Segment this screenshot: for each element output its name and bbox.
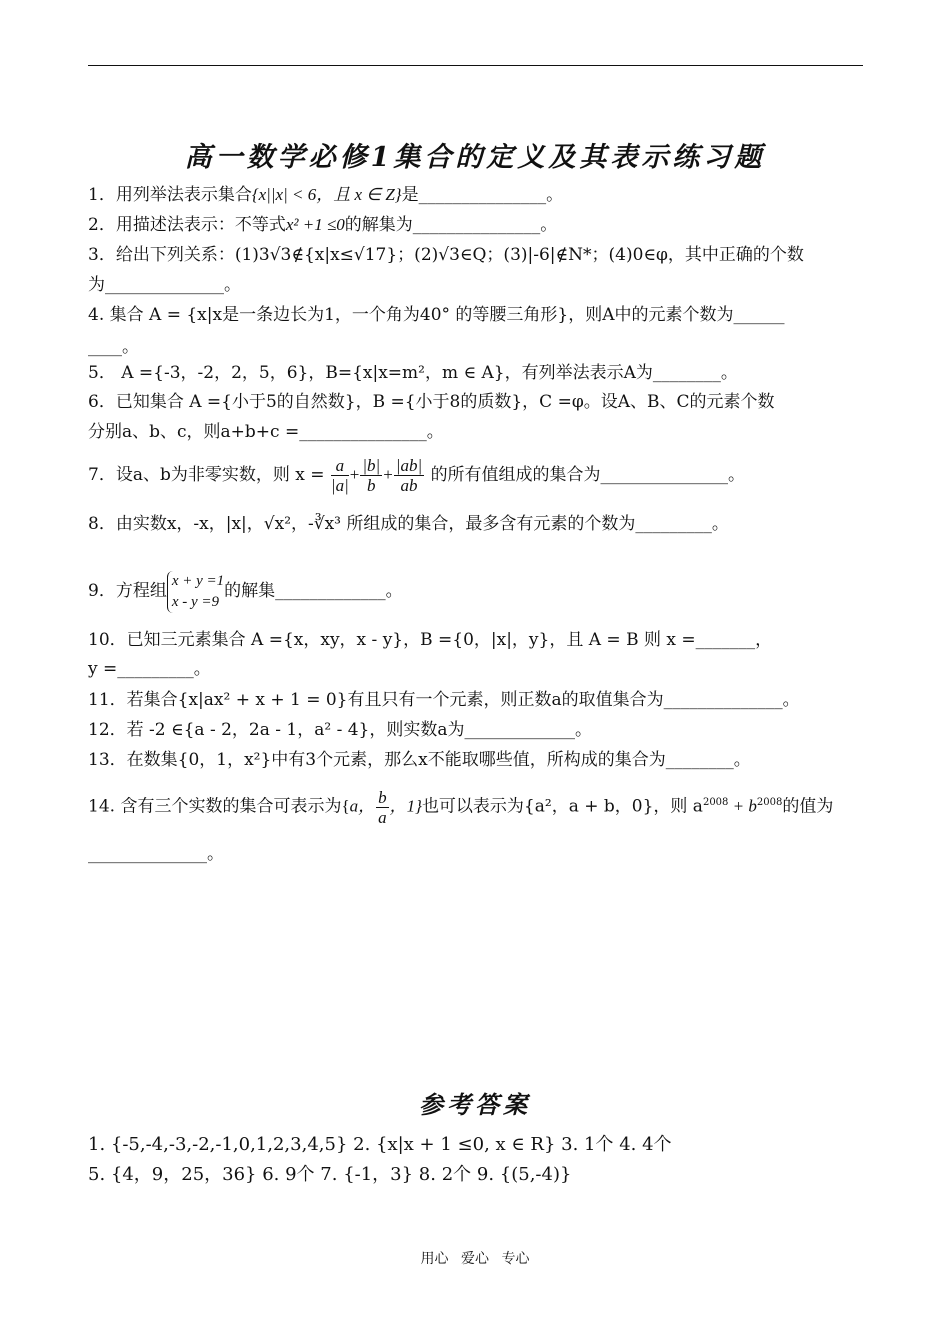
question-14-line-1: 14. 含有三个实数的集合可表示为{a， $\frac{b}{a}$ ，1}也可以表示为{a²，a + b，0}，则 $a^{2008} + b^{2008}$的值为 bbox=[88, 787, 834, 827]
q1-set: {x||x| < 6，且 x ∈ Z} bbox=[251, 185, 402, 204]
q14-frac-den: a bbox=[378, 807, 387, 827]
header-rule bbox=[88, 65, 863, 66]
question-6-line-2: 分别a、b、c，则a+b+c =_______________。 bbox=[88, 422, 444, 442]
page-title: 高一数学必修1集合的定义及其表示练习题 bbox=[184, 142, 766, 173]
q7-frac1-num: a bbox=[331, 456, 349, 476]
q7-blank: 的所有值组成的集合为_______________。 bbox=[430, 465, 746, 485]
question-11: 11．若集合{x|ax² + x + 1 = 0}有且只有一个元素，则正数a的取值集合为______________。 bbox=[88, 690, 800, 710]
question-4-line-2: ____。 bbox=[88, 337, 139, 357]
question-4-line-1: 4. 集合 A = {x|x是一条边长为1，一个角为40° 的等腰三角形}，则A中的元素个数为______ bbox=[88, 305, 785, 325]
question-2 bbox=[88, 214, 863, 236]
q2-text: 2．用描述法表示：不等式 bbox=[88, 215, 286, 235]
q9-blank: 的解集_____________。 bbox=[224, 581, 403, 601]
question-9 bbox=[88, 566, 863, 616]
q9-text: 9．方程组 bbox=[88, 581, 167, 601]
q1-blank: 是_______________。 bbox=[401, 185, 564, 205]
q14-exponent-1: 2008 bbox=[702, 797, 729, 808]
question-14-line-2: ______________。 bbox=[88, 844, 224, 864]
answers-heading: 参考答案 bbox=[419, 1090, 531, 1119]
question-13: 13．在数集{0，1，x²}中有3个元素，那么x不能取哪些值，所构成的集合为________。 bbox=[88, 750, 751, 770]
question-3-line-1: 3．给出下列关系：(1)3√3∉{x|x≤√17}；(2)√3∈Q；(3)|-6|∉N*；(4)0∈φ，其中正确的个数 bbox=[88, 245, 804, 265]
q2-blank: 的解集为_______________。 bbox=[344, 215, 558, 235]
q14-text: 14. 含有三个实数的集合可表示为 bbox=[88, 796, 342, 817]
q14-mid: 也可以表示为{a²，a + b，0}，则 a bbox=[421, 796, 703, 817]
question-5: 5． A ={-3，-2，2，5，6}，B={x|x=m²，m ∈ A}，有列举法表示A为________。 bbox=[88, 363, 738, 383]
q14-frac-num: b bbox=[378, 787, 387, 807]
page-footer: 用心 爱心 专心 bbox=[420, 1251, 530, 1267]
answers-row-2: 5. {4，9，25，36} 6. 9个 7. {-1，3} 8. 2个 9. {(5,-4)} bbox=[88, 1164, 572, 1185]
q7-frac3-num: |ab| bbox=[395, 456, 423, 475]
q7-fraction-3 bbox=[394, 456, 424, 495]
question-12: 12．若 -2 ∈{a - 2，2a - 1，a² - 4}，则实数a为_____________。 bbox=[88, 720, 592, 740]
q7-frac3-den: ab bbox=[400, 476, 418, 495]
question-8: 8．由实数x，-x，|x|，√x²，-∛x³ 所组成的集合，最多含有元素的个数为_________。 bbox=[88, 514, 729, 534]
question-10-line-2: y =_________。 bbox=[88, 659, 211, 679]
q14-set-end: ，1} bbox=[389, 796, 422, 816]
q9-eq1: x + y =1 bbox=[171, 572, 225, 589]
q9-equation-system bbox=[167, 571, 224, 613]
q14-plus-b: + b bbox=[728, 796, 757, 816]
question-3-line-2: 为______________。 bbox=[88, 275, 241, 295]
q7-frac2-num: |b| bbox=[362, 456, 381, 475]
q7-frac1-den: |a| bbox=[330, 476, 349, 495]
q2-expr: x² +1 ≤0 bbox=[285, 215, 345, 234]
q14-exponent-2: 2008 bbox=[756, 797, 783, 808]
q7-frac2-den: b bbox=[367, 476, 376, 495]
q14-set-a: a， bbox=[349, 796, 376, 816]
q1-text: 1．用列举法表示集合 bbox=[88, 185, 252, 205]
q14-post: 的值为 bbox=[782, 796, 834, 817]
q7-text: 7．设a、b为非零实数，则 x = bbox=[88, 465, 325, 485]
question-1 bbox=[88, 184, 863, 206]
q7-fraction-1 bbox=[331, 456, 349, 495]
answers-row-1: 1. {-5,-4,-3,-2,-1,0,1,2,3,4,5} 2. {x|x + 1 ≤0, x ∈ R} 3. 1个 4. 4个 bbox=[88, 1134, 672, 1155]
question-6-line-1: 6．已知集合 A ={小于5的自然数}，B ={小于8的质数}，C =φ。设A、B、C的元素个数 bbox=[88, 392, 775, 412]
question-7: 7．设a、b为非零实数，则 x = $\frac{a}{|a|}$ + $\frac{|b|}{b}$ + $\frac{|ab|}{ab}$ 的所有值组成的集合为_______________。 bbox=[88, 456, 746, 495]
q7-fraction-2 bbox=[360, 456, 382, 495]
q14-fraction bbox=[376, 788, 389, 827]
q9-eq2: x - y =9 bbox=[171, 593, 220, 610]
question-10-line-1: 10．已知三元素集合 A ={x，xy，x - y}，B ={0，|x|，y}，且 A = B 则 x =_______， bbox=[88, 630, 773, 650]
